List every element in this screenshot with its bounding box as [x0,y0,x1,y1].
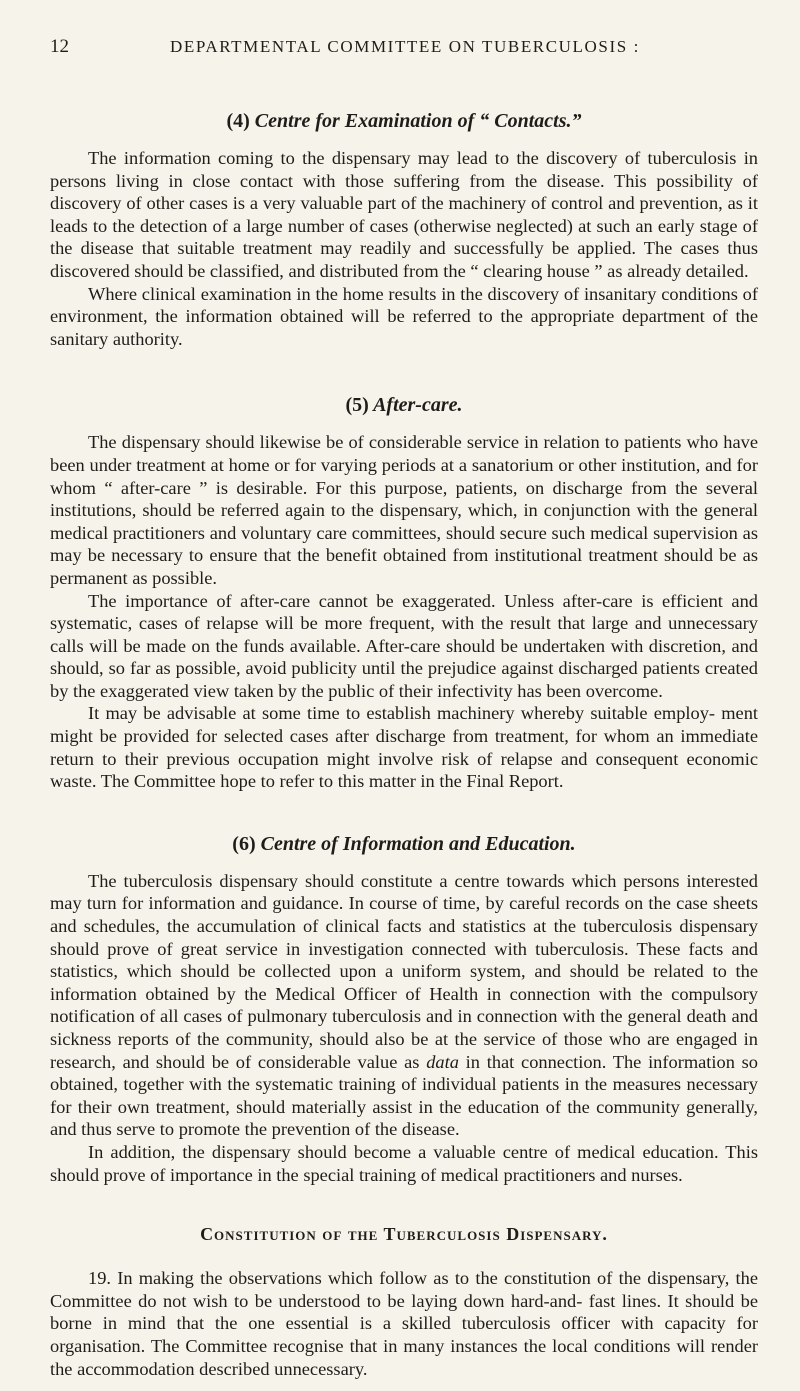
page-number: 12 [50,36,69,57]
running-header [50,36,758,58]
paragraph: The information coming to the dispensary may lead to the discovery of tuberculosis in persons living in close contact with those suffering from the disease. This possibility of discovery of other cases is a very valuable part of the machinery of control and prevention, as it leads to the detection of a large number of cases (otherwise neglected) at such an early stage of the disease that suitable treatment may readily and successfully be applied. The cases thus discovered should be classified, and distributed from the “ clearing house ” as already detailed. [50,148,758,281]
running-title: DEPARTMENTAL COMMITTEE ON TUBERCULOSIS : [170,37,640,56]
text-run: The tuberculosis dispensary should constitute a centre towards which persons interested may turn for information and guidance. In course of time, by careful records on the case sheets and schedules, the accumulation of clinical facts and statistics at the tuberculosis dispensary should prove of great service in investigation connected with tuberculosis. These facts and statistics, which should be collected upon a uniform system, and should be related to the information obtained by the Medical Officer of Health in connection with the compulsory notification of all cases of pulmonary tuberculosis and in connection with the general death and sickness reports of the community, should also be at the service of those who are engaged in research, and should be of considerable value as [50,870,758,1072]
paragraph: 19. In making the observations which follow as to the constitution of the dispensary, the Committee do not wish to be understood to be laying down hard-and- fast lines. It should be borne in mind that the one essential is a skilled tuberculosis officer with capacity for organisation. The Committee recognise that in many instances the local conditions will render the accommodation described unnecessary. [50,1268,758,1379]
section-number: (4) [226,110,250,132]
paragraph: It may be advisable at some time to establish machinery whereby suitable employ- ment might be provided for selected cases after discharge from treatment, for whom an immediate return to their previous occupation might involve risk of relapse and consequent economic waste. The Committee hope to refer to this matter in the Final Report. [50,703,758,792]
paragraph [50,870,758,1141]
section-number: (6) [232,832,256,855]
section-heading-after-care [50,394,758,417]
constitution-heading: Constitution of the Tuberculosis Dispensary. [200,1224,608,1245]
text-run: in that connection. The information so obtained, together with the systematic training of individual patients in the measures necessary for their own treatment, should materially assist in the education of the community generally, and thus serve to promote the prevention of the disease. [50,1051,758,1140]
section-title: After-care. [373,394,463,417]
section-number: (5) [345,394,369,417]
paragraph: The importance of after-care cannot be exaggerated. Unless after-care is efficient and systematic, cases of relapse will be more frequent, with the result that large and unnecessary calls will be made on the funds available. After-care should be undertaken with discretion, and should, so far as possible, avoid publicity until the prejudice against discharged patients created by the exaggerated view taken by the public of their infectivity has been overcome. [50,590,758,701]
section-heading-information-education [50,833,758,856]
paragraph: In addition, the dispensary should become a valuable centre of medical education. This should prove of importance in the special training of medical practitioners and nurses. [50,1141,758,1185]
section-title: Centre for Examination of “ Contacts.” [254,110,582,132]
section-title: Centre of Information and Education. [260,832,576,855]
italic-term: data [426,1051,459,1072]
paragraph: The dispensary should likewise be of considerable service in relation to patients who have been under treatment at home or for varying periods at a sanatorium or other institution, and for whom “ after-care ” is desirable. For this purpose, patients, on discharge from the several institutions, should be referred again to the dispensary, which, in conjunction with the general medical practitioners and voluntary care committees, should secure such medical supervision as may be necessary to ensure that the benefit obtained from institutional treatment should be as permanent as possible. [50,432,758,588]
section-heading-contacts [50,110,758,133]
paragraph: Where clinical examination in the home results in the discovery of insanitary conditions of environment, the information obtained will be referred to the appropriate department of the sanitary authority. [50,283,758,349]
